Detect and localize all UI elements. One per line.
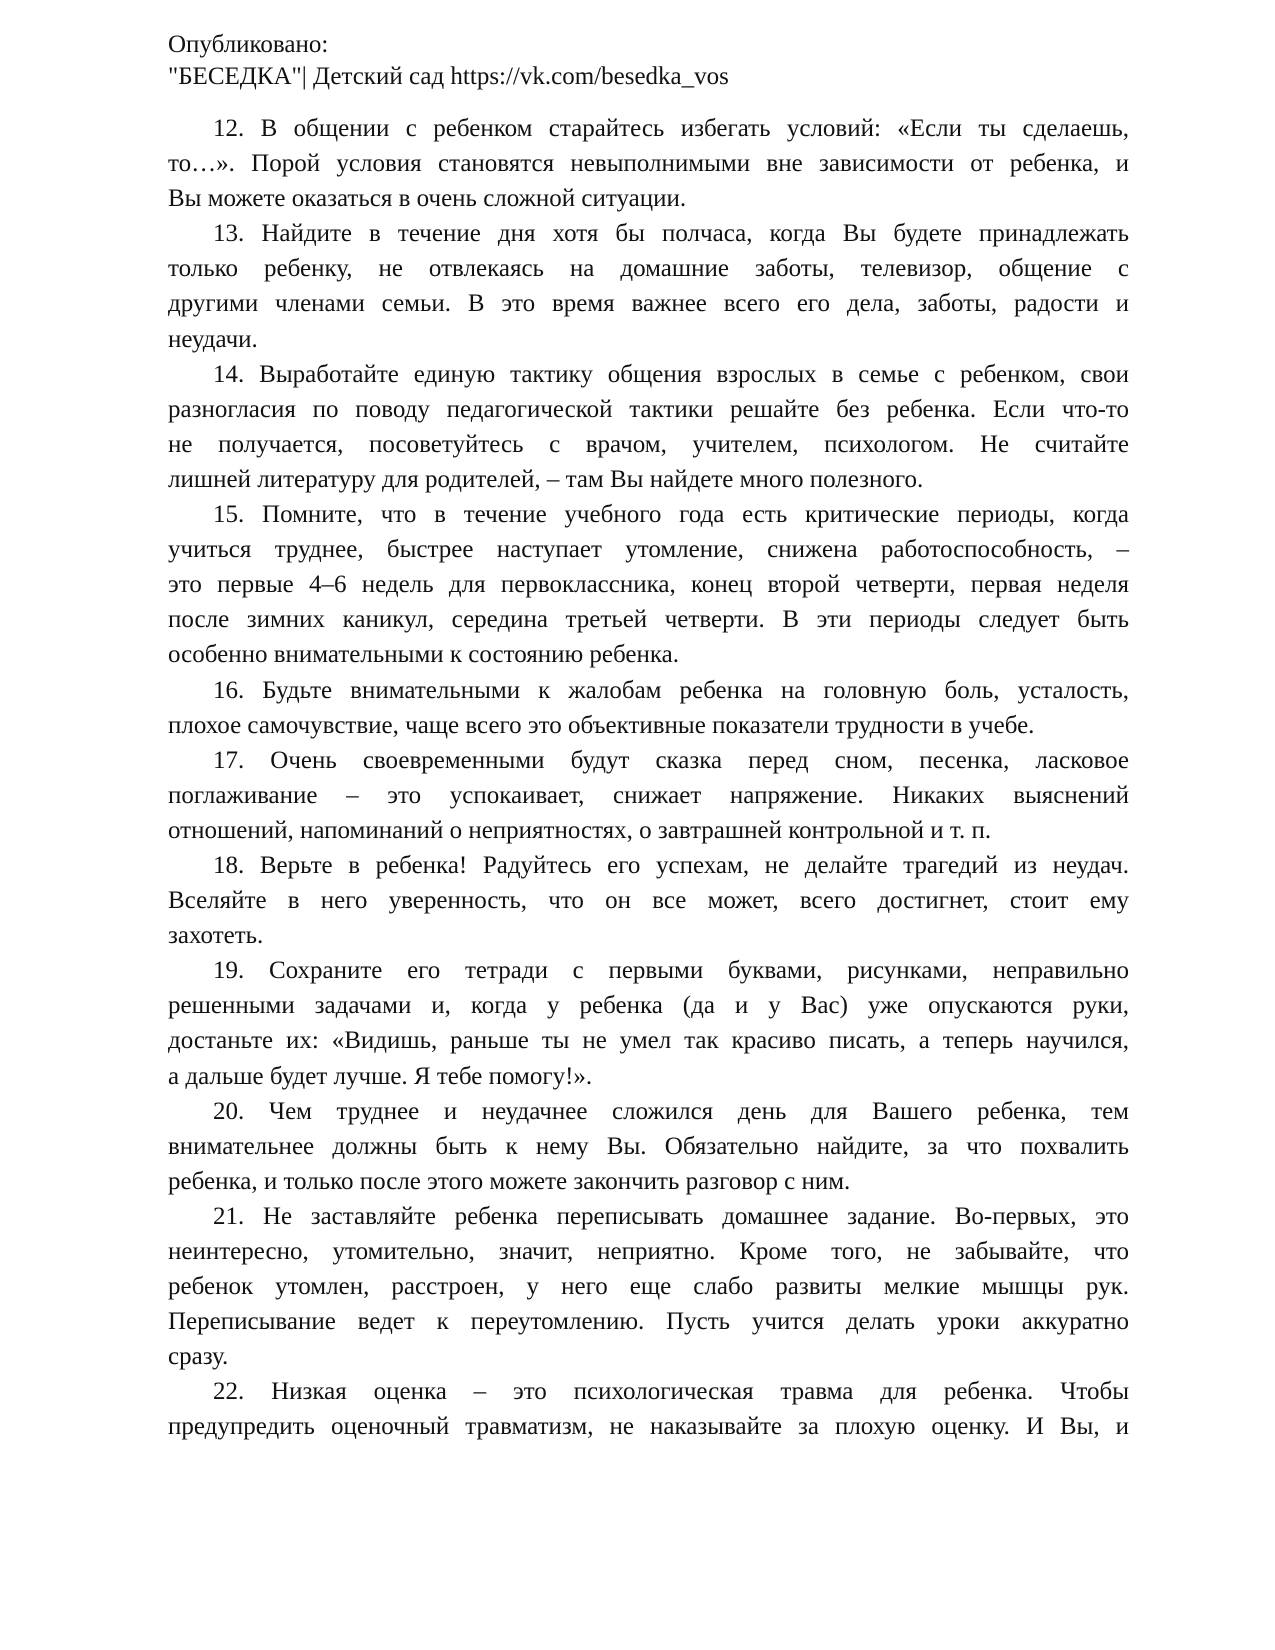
publication-header — [168, 29, 729, 93]
paragraph-line: захотеть. — [168, 922, 264, 950]
paragraph-item — [168, 357, 1129, 497]
paragraph-line: 17. Очень своевременными будут сказка перед сном, песенка, ласковое — [213, 746, 1129, 774]
paragraph-line: это первые 4–6 недель для первоклассника, конец второй четверти, первая неделя — [168, 571, 1129, 599]
paragraph-item — [168, 743, 1129, 848]
paragraph-item — [168, 1094, 1129, 1199]
paragraph-line: Переписывание ведет к переутомлению. Пусть учится делать уроки аккуратно — [168, 1308, 1129, 1336]
paragraph-line: сразу. — [168, 1343, 229, 1371]
paragraph-line: 21. Не заставляйте ребенка переписывать домашнее задание. Во-первых, это — [213, 1202, 1129, 1230]
paragraph-line: ребенок утомлен, расстроен, у него еще слабо развиты мелкие мышцы рук. — [168, 1273, 1129, 1301]
paragraph-line: 16. Будьте внимательными к жалобам ребенка на головную боль, усталость, — [213, 676, 1129, 704]
document-body — [168, 111, 1129, 1445]
paragraph-line: 15. Помните, что в течение учебного года есть критические периоды, когда — [213, 501, 1129, 529]
paragraph-line: предупредить оценочный травматизм, не наказывайте за плохую оценку. И Вы, и — [168, 1413, 1129, 1441]
paragraph-item — [168, 953, 1129, 1093]
paragraph-item — [168, 497, 1129, 672]
paragraph-line: 12. В общении с ребенком старайтесь избегать условий: «Если ты сделаешь, — [213, 115, 1129, 142]
paragraph-line: Вы можете оказаться в очень сложной ситуации. — [168, 185, 687, 213]
paragraph-line: только ребенку, не отвлекаясь на домашние заботы, телевизор, общение с — [168, 255, 1129, 283]
paragraph-item — [168, 848, 1129, 953]
paragraph-line: неинтересно, утомительно, значит, неприятно. Кроме того, не забывайте, что — [168, 1238, 1129, 1265]
paragraph-line: то…». Порой условия становятся невыполнимыми вне зависимости от ребенка, и — [168, 150, 1129, 178]
paragraph-item — [168, 673, 1129, 743]
paragraph-line: внимательнее должны быть к нему Вы. Обязательно найдите, за что похвалить — [168, 1132, 1129, 1160]
paragraph-line: особенно внимательными к состоянию ребенка. — [168, 641, 679, 669]
paragraph-line: неудачи. — [168, 325, 258, 353]
paragraph-line: 14. Выработайте единую тактику общения взрослых в семье с ребенком, свои — [213, 360, 1129, 388]
paragraph-line: другими членами семьи. В это время важнее всего его дела, заботы, радости и — [168, 290, 1129, 318]
paragraph-line: 22. Низкая оценка – это психологическая травма для ребенка. Чтобы — [213, 1378, 1129, 1406]
paragraph-line: решенными задачами и, когда у ребенка (да и у Вас) уже опускаются руки, — [168, 992, 1129, 1020]
paragraph-line: разногласия по поводу педагогической тактики решайте без ребенка. Если что-то — [168, 395, 1129, 423]
paragraph-line: лишней литературу для родителей, – там Вы найдете много полезного. — [168, 465, 924, 493]
paragraph-line: не получается, посоветуйтесь с врачом, учителем, психологом. Не считайте — [168, 430, 1129, 458]
paragraph-line: после зимних каникул, середина третьей четверти. В эти периоды следует быть — [168, 606, 1129, 634]
paragraph-line: 13. Найдите в течение дня хотя бы полчаса, когда Вы будете принадлежать — [213, 220, 1129, 248]
paragraph-item — [168, 1199, 1129, 1374]
paragraph-item — [168, 111, 1129, 216]
paragraph-line: 19. Сохраните его тетради с первыми буквами, рисунками, неправильно — [213, 957, 1129, 985]
paragraph-line: учиться труднее, быстрее наступает утомление, снижена работоспособность, – — [168, 536, 1129, 564]
paragraph-line: достаньте их: «Видишь, раньше ты не умел так красиво писать, а теперь научился, — [168, 1027, 1129, 1055]
paragraph-line: 18. Верьте в ребенка! Радуйтесь его успехам, не делайте трагедий из неудач. — [213, 851, 1129, 879]
paragraph-line: плохое самочувствие, чаще всего это объективные показатели трудности в учебе. — [168, 711, 1035, 739]
paragraph-line: 20. Чем труднее и неудачнее сложился день для Вашего ребенка, тем — [213, 1097, 1129, 1125]
paragraph-item — [168, 216, 1129, 356]
paragraph-line: ребенка, и только после этого можете закончить разговор с ним. — [168, 1167, 851, 1195]
published-label: Опубликовано: — [168, 31, 329, 58]
paragraph-item — [168, 1374, 1129, 1444]
source-line: "БЕСЕДКА"| Детский сад https://vk.com/besedka_vos — [168, 63, 729, 90]
paragraph-line: поглаживание – это успокаивает, снижает напряжение. Никаких выяснений — [168, 781, 1129, 809]
paragraph-line: Вселяйте в него уверенность, что он все может, всего достигнет, стоит ему — [168, 887, 1129, 915]
paragraph-line: а дальше будет лучше. Я тебе помогу!». — [168, 1062, 593, 1090]
paragraph-line: отношений, напоминаний о неприятностях, о завтрашней контрольной и т. п. — [168, 816, 992, 844]
